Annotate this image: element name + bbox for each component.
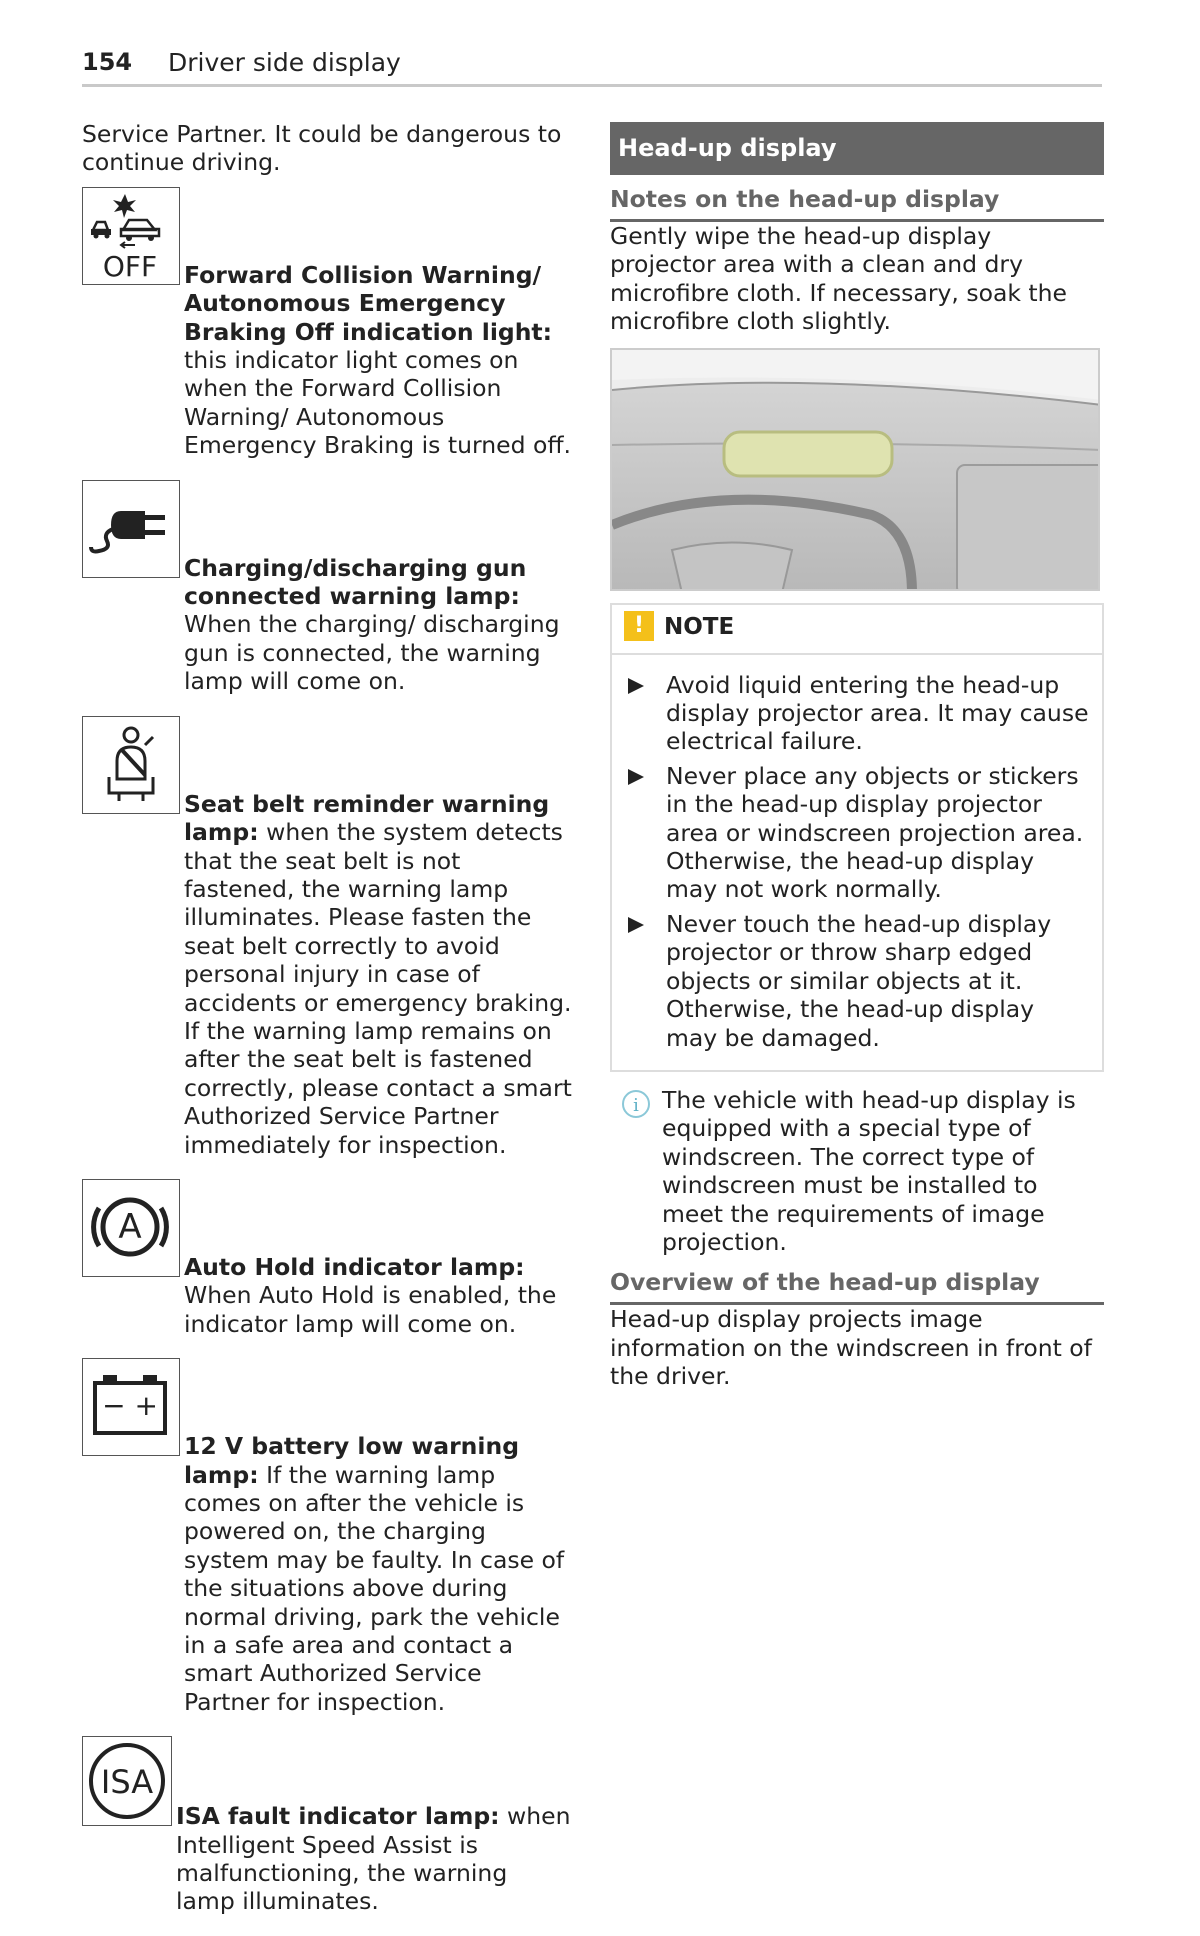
entry-title: Charging/discharging gun connected warning lamp: [184, 553, 527, 611]
list-item [82, 1358, 572, 1716]
charging-gun-icon [82, 480, 180, 578]
svg-text:A: A [118, 1206, 142, 1247]
page-header [82, 44, 1102, 87]
list-item [82, 1736, 572, 1916]
entry-body: when the system detects that the seat belt is not fastened, the warning lamp illuminates. Please fasten the seat belt correctly to avoid personal injury in case of accidents or emergency braking. If the warning lamp remains on after the seat belt is fastened correctly, please contact a smart Authorized Service Partner immediately for inspection. [184, 818, 572, 1159]
list-item [82, 1179, 572, 1338]
note-box [610, 603, 1104, 1072]
head-up-display-figure [610, 348, 1100, 591]
bullet-triangle-icon [628, 769, 644, 785]
svg-text:OFF: OFF [102, 249, 158, 283]
entry-body: When the charging/ discharging gun is connected, the warning lamp will come on. [184, 610, 560, 696]
list-item: Never place any objects or stickers in the head-up display projector area or windscreen projection area. Otherwise, the head-up display may not work normally. [624, 762, 1092, 904]
entry-body: If the warning lamp comes on after the vehicle is powered on, the charging system may be faulty. In case of the situations above during normal driving, park the vehicle in a safe area and contact a smart Authorized Service Partner for inspection. [184, 1460, 565, 1716]
info-text: The vehicle with head-up display is equipped with a special type of windscreen. The correct type of windscreen must be installed to meet the requirements of image projection. [662, 1085, 1076, 1256]
entry-title: Forward Collision Warning/ Autonomous Emergency Braking Off indication light: [184, 260, 553, 346]
isa-icon [82, 1736, 172, 1826]
list-item: Never touch the head-up display projector or throw sharp edged objects or similar objects at it. Otherwise, the head-up display may be damaged. [624, 910, 1092, 1052]
right-column [610, 122, 1104, 1391]
entry-title: Auto Hold indicator lamp: [184, 1252, 525, 1281]
warning-icon: ! [624, 611, 654, 641]
list-item [82, 480, 572, 696]
note-header [612, 605, 1102, 655]
subheading-notes: Notes on the head-up display [610, 185, 1104, 222]
entry-body: when Intelligent Speed Assist is malfunctioning, the warning lamp illuminates. [176, 1802, 571, 1916]
entry-title: ISA fault indicator lamp: [176, 1802, 500, 1831]
entry-title: Seat belt reminder warning lamp: [184, 789, 550, 847]
paragraph-cleaning: Gently wipe the head-up display projector area with a clean and dry microfibre cloth. If necessary, soak the microfibre cloth slightly. [610, 222, 1067, 336]
bullet-triangle-icon [628, 917, 644, 933]
paragraph-overview: Head-up display projects image information on the windscreen in front of the driver. [610, 1305, 1092, 1391]
page-number: 154 [82, 48, 133, 76]
list-item [82, 187, 572, 460]
svg-text:ISA: ISA [100, 1763, 154, 1802]
info-note [610, 1086, 1104, 1256]
list-item [82, 716, 572, 1159]
entry-body: this indicator light comes on when the Forward Collision Warning/ Autonomous Emergency Braking is turned off. [184, 346, 571, 460]
bullet-triangle-icon [628, 678, 644, 694]
note-label: NOTE [664, 613, 735, 640]
entry-body: When Auto Hold is enabled, the indicator lamp will come on. [184, 1281, 557, 1338]
forward-collision-off-icon [82, 187, 180, 285]
list-item: Avoid liquid entering the head-up display projector area. It may cause electrical failure. [624, 671, 1092, 756]
svg-text:− +: − + [102, 1389, 158, 1423]
section-title: Head-up display [610, 122, 1104, 175]
battery-icon [82, 1358, 180, 1456]
note-list [612, 655, 1102, 1070]
seat-belt-icon [82, 716, 180, 814]
entry-title: 12 V battery low warning lamp: [184, 1432, 520, 1489]
left-column [82, 120, 572, 1936]
subheading-overview: Overview of the head-up display [610, 1268, 1104, 1305]
intro-text: Service Partner. It could be dangerous to continue driving. [82, 120, 562, 177]
auto-hold-icon [82, 1179, 180, 1277]
info-icon: i [622, 1090, 650, 1118]
page-title: Driver side display [168, 48, 401, 77]
